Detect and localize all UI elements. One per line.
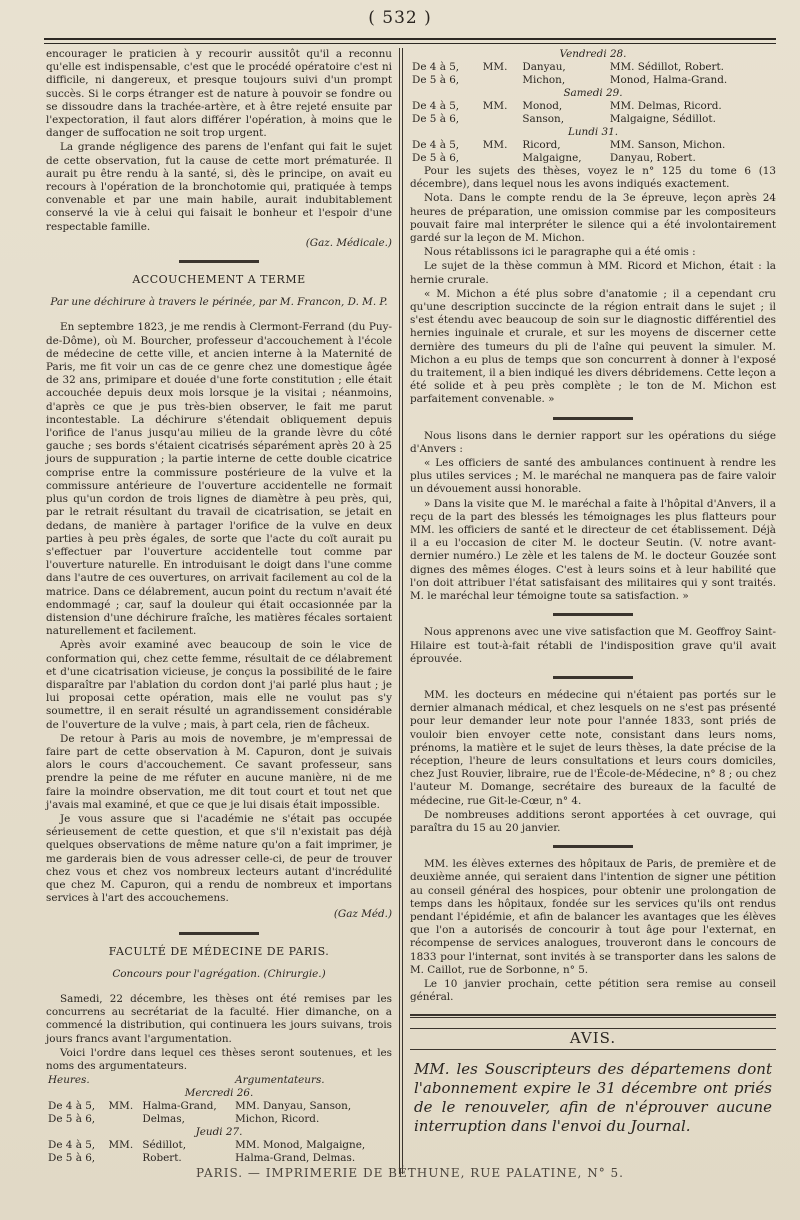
schedule-candidate: Robert. [142, 1152, 182, 1165]
concours-paragraph-1: Samedi, 22 décembre, les thèses ont été remises par les concurrens au secrétariat de la faculté. Hier dimanche, on a commencé la distribution, qui continuera les jours suivans, trois jours francs avant l'argumentation. [46, 993, 392, 1045]
schedule-hour: De 5 à 6, [48, 1152, 96, 1165]
schedule-header-hours: Heures. [48, 1074, 90, 1087]
schedule-mm [107, 1152, 141, 1165]
schedule-candidate: Danyau, [522, 61, 566, 73]
schedule-row [410, 61, 776, 74]
article-subtitle-concours: Concours pour l'agrégation. (Chirurgie.) [112, 967, 326, 980]
petition-paragraph: Le 10 janvier prochain, cette pétition sera remise au conseil général. [410, 977, 776, 1004]
schedule-candidate: Monod, [522, 100, 563, 112]
schedule-hour: De 4 à 5, [412, 100, 460, 112]
schedule-mm: MM. [108, 1139, 134, 1152]
schedule-row [46, 1152, 392, 1165]
schedule-candidate: Malgaigne, [522, 152, 582, 164]
schedule-candidate: Delmas, [142, 1113, 185, 1126]
schedule-argumentateurs: MM. Delmas, Ricord. [609, 100, 722, 112]
schedule-table-right [410, 48, 776, 165]
schedule-day: Jeudi 27. [195, 1126, 243, 1139]
intro-paragraph-1: encourager le praticien à y recourir aussitôt qu'il a reconnu qu'elle est indispensable, c'est que le procédé opératoire c'est ni difficile, ni dangereux, et presque toujours suivi d'un prompt succès. Si le corps étranger est de nature à pouvoir se fondre ou se dissoudre dans la trachée-artère, et à être rejeté ensuite par l'expectoration, il faut alors différer l'opération, à moins que le danger de suffocation ne soit trop urgent. [46, 48, 392, 140]
schedule-table-left [46, 1074, 392, 1165]
right-column [410, 48, 776, 1136]
almanach-paragraph: MM. les docteurs en médecine qui n'étaient pas portés sur le dernier almanach médical, et chez lesquels on ne s'est pas présenté pour leur demander leur note pour l'année 1833, sont priés de vouloir bien envoyer cette note, consistant dans leurs noms, prénoms, la matière et le sujet de leurs thèses, la date précise de la réception, l'heure de leurs consultations et leurs cours domiciles, chez Just Rouvier, libraire, rue de l'École-de-Médecine, n° 8 ; ou chez l'auteur M. Domange, secrétaire des bureaux de la faculté de médecine, rue Git-le-Cœur, n° 4. [410, 688, 776, 807]
anvers-intro: Nous lisons dans le dernier rapport sur les opérations du siége d'Anvers : [410, 429, 776, 455]
accouchement-paragraph-2: Après avoir examiné avec beaucoup de soin le vice de conformation qui, chez cette femme, résultait de ce délabrement et d'une cicatrisation vicieuse, je conçus la possibilité de le faire disparaître par l'ablation du cordon dont j'ai parlé plus haut ; je lui proposai cette opération, mais elle ne voulut pas s'y soumettre, il en serait résulté un agrandissement considérable de l'ouverture de la vulve ; mais, à part cela, rien de fâcheux. [46, 639, 392, 731]
schedule-mm [481, 152, 521, 165]
schedule-candidate: Halma-Grand, [142, 1100, 217, 1113]
avis-body: MM. les Souscripteurs des départemens dont l'abonnement expire le 31 décembre ont priés de le renouveler, afin de n'éprouver aucune interruption dans l'envoi du Journal. [414, 1059, 772, 1135]
schedule-row [410, 152, 776, 165]
schedule-row [46, 1139, 392, 1152]
separator-rule [553, 676, 633, 679]
nota-paragraph: Nota. Dans le compte rendu de la 3e épreuve, leçon après 24 heures de préparation, une omission commise par les compositeurs pouvait faire mal interpréter le silence qui a été involontairement gardé sur la leçon de M. Michon. [410, 192, 776, 245]
concours-paragraph-2: Voici l'ordre dans lequel ces thèses seront soutenues, et les noms des argumentateurs. [46, 1046, 392, 1073]
separator-rule [553, 845, 633, 848]
schedule-row [410, 139, 776, 152]
schedule-argumentateurs: MM. Sédillot, Robert. [609, 61, 724, 73]
schedule-mm: MM. [108, 1100, 134, 1113]
schedule-mm: MM. [482, 100, 508, 112]
top-rule [44, 38, 776, 44]
schedule-hour: De 4 à 5, [412, 139, 460, 151]
anvers-paragraph-1: « Les officiers de santé des ambulances continuent à rendre les plus utiles services ; M. le maréchal ne manquera pas de faire valoir un dévouement aussi honorable. [410, 457, 776, 496]
intro-paragraph-2: La grande négligence des parens de l'enfant qui fait le sujet de cette observation, fut la cause de cette mort prématurée. Il aurait pu être rendu à la santé, si, dès le principe, on avait eu recours à l'opération de la bronchotomie qui, pratiquée à temps convenable et par une main habile, aurait indubitablement conservé la vie à celui qui faisait le bonheur et l'espoir d'une respectable famille. [46, 141, 392, 233]
schedule-argumentateurs: MM. Sanson, Michon. [609, 139, 726, 151]
schedule-argumentateurs: Malgaigne, Sédillot. [609, 113, 716, 125]
schedule-mm [481, 74, 521, 87]
schedule-argumentateurs: MM. Danyau, Sanson, [235, 1100, 352, 1113]
schedule-mm [481, 113, 521, 126]
left-column [46, 48, 392, 1165]
accouchement-source: (Gaz Méd.) [333, 908, 392, 921]
schedule-day: Vendredi 28. [559, 48, 627, 60]
schedule-mm: MM. [482, 61, 508, 73]
printer-footer: PARIS. — IMPRIMERIE DE BÉTHUNE, RUE PALATINE, N° 5. [196, 1166, 624, 1180]
separator-double-rule [410, 1014, 776, 1018]
schedule-mm: MM. [482, 139, 508, 151]
accouchement-paragraph-3: De retour à Paris au mois de novembre, je m'empressai de faire part de cette observation à M. Capuron, dont je suivais alors le cours d'accouchement. Ce savant professeur, sans prendre la peine de me réfuter en aucune manière, ni de me faire la moindre observation, me dit tout court et tout net que j'avais mal examiné, et que ce que je lui disais était impossible. [46, 732, 392, 811]
schedule-argumentateurs: Monod, Halma-Grand. [609, 74, 728, 86]
schedule-candidate: Sanson, [522, 113, 564, 125]
intro-source: (Gaz. Médicale.) [305, 236, 392, 249]
schedule-candidate: Michon, [522, 74, 566, 86]
schedule-argumentateurs: Halma-Grand, Delmas. [235, 1152, 356, 1165]
schedule-row [410, 74, 776, 87]
schedule-hour: De 4 à 5, [412, 61, 460, 73]
schedule-hour: De 4 à 5, [48, 1100, 96, 1113]
column-divider [399, 48, 403, 1174]
sujets-paragraph: Pour les sujets des thèses, voyez le n° 125 du tome 6 (13 décembre), dans lequel nous les avons indiqués exactement. [410, 165, 776, 191]
schedule-candidate: Sédillot, [142, 1139, 187, 1152]
schedule-row [410, 113, 776, 126]
separator-rule [179, 932, 259, 935]
article-title-faculte: FACULTÉ DE MÉDECINE DE PARIS. [108, 944, 330, 958]
anvers-paragraph-2: » Dans la visite que M. le maréchal a faite à l'hôpital d'Anvers, il a reçu de la part des blessés les témoignages les plus flatteurs pour MM. les officiers de santé et le directeur de cet établissement. Déjà il a eu l'occasion de citer M. le docteur Seutin. (V. notre avant-dernier numéro.) Le zèle et les talens de M. le docteur Gouzée sont dignes des mêmes éloges. C'est à leurs soins et à leur habilité que l'on doit attribuer l'état satisfaisant des militaires qui y sont traités. M. le maréchal leur témoigne toute sa satisfaction. » [410, 497, 776, 603]
schedule-row [46, 1100, 392, 1113]
avis-title: AVIS. [410, 1028, 776, 1049]
accouchement-paragraph-4: Je vous assure que si l'académie ne s'était pas occupée sérieusement de cette question, et que s'il n'existait pas déjà quelques observations de même nature qu'on a fait imprimer, je me garderais bien de vous adresser celle-ci, de peur de trouver chez vous et chez vos nombreux lecteurs autant d'incrédulité que chez M. Capuron, qui a rendu de nombreux et importans services à l'art des accouchemens. [46, 812, 392, 905]
michon-paragraph: « M. Michon a été plus sobre d'anatomie ; il a cependant cru qu'une description succincte de la région entrait dans le sujet ; il s'est étendu avec beaucoup de soin sur le diagnostic différentiel des hernies inguinale et crurale, et sur les moyens de discerner cette dernière des tumeurs du pli de l'aîne qui peuvent la simuler. M. Michon a eu plus de temps que son concurrent à donner à l'exposé du traitement, il a bien indiqué les divers débridemens. Cette leçon a été solide et à peu près complète ; le ton de M. Michon est parfaitement convenable. » [410, 287, 776, 406]
schedule-argumentateurs: MM. Monod, Malgaigne, [235, 1139, 366, 1152]
schedule-argumentateurs: Danyau, Robert. [609, 152, 696, 164]
sujet-these-paragraph: Le sujet de la thèse commun à MM. Ricord et Michon, était : la hernie crurale. [410, 260, 776, 286]
schedule-candidate: Ricord, [522, 139, 561, 151]
geoffroy-paragraph: Nous apprenons avec une vive satisfaction que M. Geoffroy Saint-Hilaire est tout-à-fait rétabli de l'indisposition grave qu'il avait éprouvée. [410, 626, 776, 665]
separator-rule [553, 417, 633, 420]
schedule-row [46, 1113, 392, 1126]
schedule-hour: De 4 à 5, [48, 1139, 96, 1152]
separator-rule [553, 613, 633, 616]
article-subtitle-accouchement: Par une déchirure à travers le périnée, par M. Francon, D. M. P. [50, 296, 388, 309]
schedule-day: Mercredi 26. [184, 1087, 254, 1100]
separator-rule [179, 260, 259, 263]
article-title-accouchement: ACCOUCHEMENT A TERME [132, 273, 306, 287]
page-number: ( 532 ) [368, 8, 432, 28]
accouchement-paragraph-1: En septembre 1823, je me rendis à Clermont-Ferrand (du Puy-de-Dôme), où M. Bourcher, professeur d'accouchement à l'école de médecine de cette ville, et ancien interne à la Maternité de Paris, me fit voir un cas de ce genre chez une domestique âgée de 32 ans, primipare et douée d'une forte constitution ; elle était accouchée depuis deux mois lorsque je la visitai ; néanmoins, d'après ce que je pus très-bien observer, le fait me parut incontestable. La déchirure s'étendait obliquement depuis l'orifice de l'anus jusqu'au milieu de la grande lèvre du côté gauche ; ses bords s'étaient cicatrisés séparément après 20 à 25 jours de suppuration ; la partie interne de cette double cicatrice comprise entre la commissure postérieure de la vulve et la commissure antérieure de l'ouverture accidentelle ne formait plus qu'un cordon de trois lignes de diamètre à peu près, qui, par le retrait résultant du travail de cicatrisation, se jetait en dedans, de manière à partager l'orifice de la vulve en deux parties à peu près égales, de sorte que l'acte du coït aurait pu s'effectuer par l'ouverture accidentelle tout comme par l'ouverture naturelle. En introduisant le doigt dans l'une comme dans l'autre de ces ouvertures, on arrivait facilement au col de la matrice. Dans ce délabrement, aucun point du rectum n'avait été endommagé ; car, sauf la douleur qui était occasionnée par la distension d'une déchirure fraîche, les matières fécales sortaient naturellement et facilement. [46, 321, 392, 638]
schedule-header-argumentateurs: Argumentateurs. [235, 1074, 325, 1087]
schedule-row [410, 100, 776, 113]
schedule-mm [107, 1113, 141, 1126]
schedule-argumentateurs: Michon, Ricord. [235, 1113, 320, 1126]
schedule-hour: De 5 à 6, [412, 152, 460, 164]
schedule-day: Samedi 29. [563, 87, 623, 99]
externes-paragraph: MM. les élèves externes des hôpitaux de Paris, de première et de deuxième année, qui seraient dans l'intention de signer une pétition au conseil général des hospices, pour obtenir une prolongation de temps dans les hôpitaux, fondée sur les services qu'ils ont rendus pendant l'épidémie, et afin de balancer les avantages que les élèves que l'on a autorisés de concourir à tout âge pour l'externat, en récompense de services analogues, trouveront dans le concours de 1833 pour l'internat, sont invités à se transporter dans les salons de M. Caillot, rue de Sorbonne, n° 5. [410, 858, 776, 976]
schedule-hour: De 5 à 6, [412, 113, 460, 125]
schedule-hour: De 5 à 6, [48, 1113, 96, 1126]
additions-paragraph: De nombreuses additions seront apportées à cet ouvrage, qui paraîtra du 15 au 20 janvier. [410, 808, 776, 834]
schedule-day: Lundi 31. [567, 126, 619, 138]
retablissons-paragraph: Nous rétablissons ici le paragraphe qui a été omis : [424, 246, 696, 259]
schedule-hour: De 5 à 6, [412, 74, 460, 86]
